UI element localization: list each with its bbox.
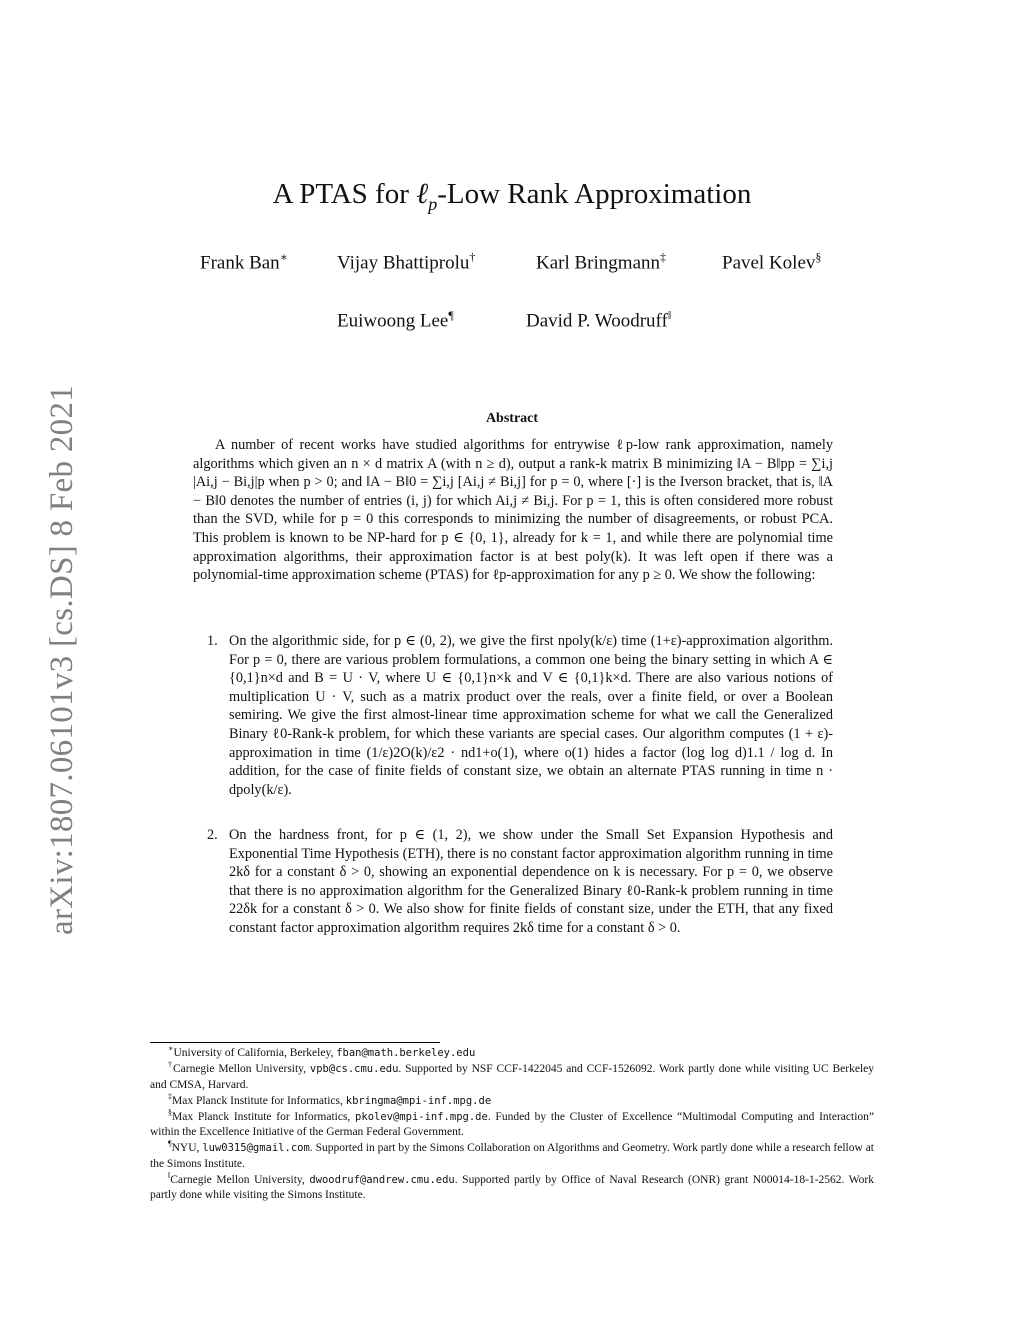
result-list-item-1 <box>193 632 833 799</box>
footnote-after: . Supported in part by the Simons Collaboration on Algorithms and Geometry. Work partly done while a research fellow at the Simons Institute. <box>150 1142 874 1170</box>
list-item-number: 2. <box>207 827 218 843</box>
footnote-mark: § <box>168 1107 172 1117</box>
footnote-mark: ¶ <box>168 1139 172 1149</box>
footnote-text: University of California, Berkeley, <box>173 1047 337 1059</box>
footnote <box>150 1107 874 1141</box>
abstract-paragraph: A number of recent works have studied algorithms for entrywise ℓp-low rank approximation, namely algorithms which given an n × d matrix A (with n ≥ d), output a rank-k matrix B minimizing ‖A − B‖pp = ∑i,j |Ai,j − Bi,j|p when p > 0; and ‖A − B‖0 = ∑i,j [Ai,j ≠ Bi,j] for p = 0, where [·] is the Iverson bracket, that is, ‖A − B‖0 denotes the number of entries (i, j) for which Ai,j ≠ Bi,j. For p = 1, this is often considered more robust than the SVD, while for p = 0 this corresponds to minimizing the number of disagreements, or robust PCA. This problem is known to be NP-hard for p ∈ {0, 1}, already for k = 1, and while there are polynomial time approximation algorithms, their approximation factor is at best poly(k). It was left open if there was a polynomial-time approximation scheme (PTAS) for ℓp-approximation for any p ≥ 0. We show the following: <box>193 437 833 584</box>
list-item-text: On the hardness front, for p ∈ (1, 2), we show under the Small Set Expansion Hypothesis and Exponential Time Hypothesis (ETH), there is no constant factor approximation algorithm running in time 2kδ for a constant δ > 0, showing an exponential dependence on k is necessary. For p = 0, we observe that there is no approximation algorithm for the Generalized Binary ℓ0-Rank-k problem running in time 22δk for a constant δ > 0. We also show for finite fields of constant size, under the ETH, that any fixed constant factor approximation algorithm requires 2kδ time for a constant δ > 0. <box>229 827 833 936</box>
list-item-text: On the algorithmic side, for p ∈ (0, 2), we give the first npoly(k/ε) time (1+ε)-approximation algorithm. For p = 0, there are various problem formulations, a common one being the binary setting in which A ∈ {0,1}n×d and B = U · V, where U ∈ {0,1}n×k and V ∈ {0,1}k×d. There are also various notions of multiplication U · V, such as a matrix product over the reals, over a finite field, or over a Boolean semiring. We give the first almost-linear time approximation scheme for what we call the Generalized Binary ℓ0-Rank-k problem, for which these variants are special cases. Our algorithm computes (1 + ε)-approximation in time (1/ε)2O(k)/ε2 · nd1+o(1), where o(1) hides a factor (log log d)1.1 / log d. In addition, for the case of finite fields of constant size, we obtain an alternate PTAS running in time n · dpoly(k/ε). <box>229 633 833 798</box>
author-name: Karl Bringmann <box>536 252 661 274</box>
footnote-mark: ∗ <box>168 1044 174 1054</box>
paper-title <box>0 178 1024 215</box>
author-mark: ¶ <box>448 308 454 322</box>
author-mark: § <box>815 250 822 264</box>
footnote <box>150 1046 874 1062</box>
author-name: Frank Ban <box>200 252 280 274</box>
title-ell: ℓ <box>416 178 429 210</box>
footnote-email[interactable]: dwoodruf@andrew.cmu.edu <box>309 1173 455 1186</box>
footnote <box>150 1091 874 1110</box>
author-1 <box>200 250 288 274</box>
footnote-text: NYU, <box>171 1142 203 1154</box>
footnote <box>150 1170 875 1204</box>
result-list-item-2 <box>193 826 833 938</box>
footnote-after: . Supported partly by Office of Naval Research (ONR) grant N00014-18-1-2562. Work partly done while visiting the Simons Institute. <box>150 1173 875 1201</box>
title-suffix: -Low Rank Approximation <box>437 178 752 210</box>
footnote-mark: ‖ <box>168 1170 171 1180</box>
author-3 <box>536 250 666 274</box>
list-item-number: 1. <box>207 633 218 649</box>
abstract-body <box>193 436 833 585</box>
footnote-rule <box>150 1042 440 1043</box>
footnote-email[interactable]: fban@math.berkeley.edu <box>336 1047 476 1059</box>
footnote-text: Max Planck Institute for Informatics, <box>172 1094 346 1107</box>
footnote-email[interactable]: luw0315@gmail.com <box>202 1142 310 1154</box>
abstract-heading: Abstract <box>485 411 539 426</box>
footnote-after: . Funded by the Cluster of Excellence “Multimodal Computing and Interaction” within the Excellence Initiative of the German Federal Government. <box>150 1110 874 1138</box>
footnote-text: Carnegie Mellon University, <box>170 1173 310 1186</box>
author-2 <box>337 250 475 274</box>
author-name: Euiwoong Lee <box>337 310 449 332</box>
title-ell-subscript: p <box>428 193 438 214</box>
title-prefix: A PTAS for <box>272 178 417 210</box>
author-name: Vijay Bhattiprolu <box>337 252 470 274</box>
author-mark: † <box>469 250 476 264</box>
author-mark: ‖ <box>667 308 672 322</box>
arxiv-identifier: arXiv:1807.06101v3 [cs.DS] 8 Feb 2021 <box>44 384 80 935</box>
footnote-text: Carnegie Mellon University, <box>172 1063 310 1075</box>
footnote-mark: ‡ <box>168 1091 172 1101</box>
footnote <box>150 1141 874 1172</box>
author-4 <box>722 250 821 274</box>
author-5 <box>337 308 454 332</box>
footnote-email[interactable]: vpb@cs.cmu.edu <box>309 1063 399 1075</box>
footnote-email[interactable]: kbringma@mpi-inf.mpg.de <box>345 1094 492 1107</box>
author-name: David P. Woodruff <box>526 310 668 332</box>
author-name: Pavel Kolev <box>722 252 816 274</box>
footnote-text: Max Planck Institute for Informatics, <box>172 1110 356 1123</box>
author-mark: ‡ <box>660 250 667 264</box>
author-6 <box>526 308 671 332</box>
footnote-email[interactable]: pkolev@mpi-inf.mpg.de <box>355 1110 488 1123</box>
footnotes <box>150 1046 874 1204</box>
footnote <box>150 1062 874 1093</box>
footnote-mark: † <box>168 1060 173 1070</box>
footnote-after: . Supported by NSF CCF-1422045 and CCF-1526092. Work partly done while visiting UC Berkeley and CMSA, Harvard. <box>150 1063 874 1091</box>
author-mark: ∗ <box>279 250 288 264</box>
